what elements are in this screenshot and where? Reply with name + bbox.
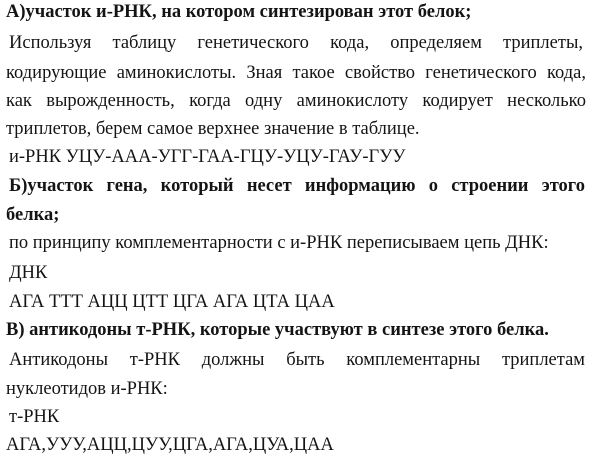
mrna-sequence: и-РНК УЦУ-ААА-УГГ-ГАА-ГЦУ-УЦУ-ГАУ-ГУУ	[9, 147, 406, 167]
section-a-heading: А)участок и-РНК, на котором синтезирован этот белок;	[6, 2, 472, 22]
section-b-heading-line-2: белка;	[6, 205, 60, 225]
trna-label: т-РНК	[9, 407, 60, 427]
section-c-text-line-1: Антикодоны т-РНК должны быть комплементарны триплетам	[9, 350, 585, 370]
dna-sequence: АГА ТТТ АЦЦ ЦТТ ЦГА АГА ЦТА ЦАА	[9, 292, 335, 312]
dna-label: ДНК	[9, 263, 48, 283]
section-c-heading: В) антикодоны т-РНК, которые участвуют в синтезе этого белка.	[6, 320, 549, 340]
section-a-text-line-1: Используя таблицу генетического кода, определяем триплеты,	[9, 33, 583, 53]
section-a-text-line-3: как вырожденность, когда одну аминокислоту кодирует несколько	[6, 91, 586, 111]
trna-sequence: АГА,УУУ,АЦЦ,ЦУУ,ЦГА,АГА,ЦУА,ЦАА	[6, 435, 334, 455]
section-a-text-line-2: кодирующие аминокислоты. Зная такое свойство генетического кода,	[6, 63, 586, 83]
section-c-text-line-2: нуклеотидов и-РНК:	[6, 379, 168, 399]
section-b-text: по принципу комплементарности с и-РНК переписываем цепь ДНК:	[9, 233, 549, 253]
section-a-text-line-4: триплетов, берем самое верхнее значение в таблице.	[6, 119, 420, 139]
section-b-heading-line-1: Б)участок гена, который несет информацию о строении этого	[9, 176, 585, 196]
